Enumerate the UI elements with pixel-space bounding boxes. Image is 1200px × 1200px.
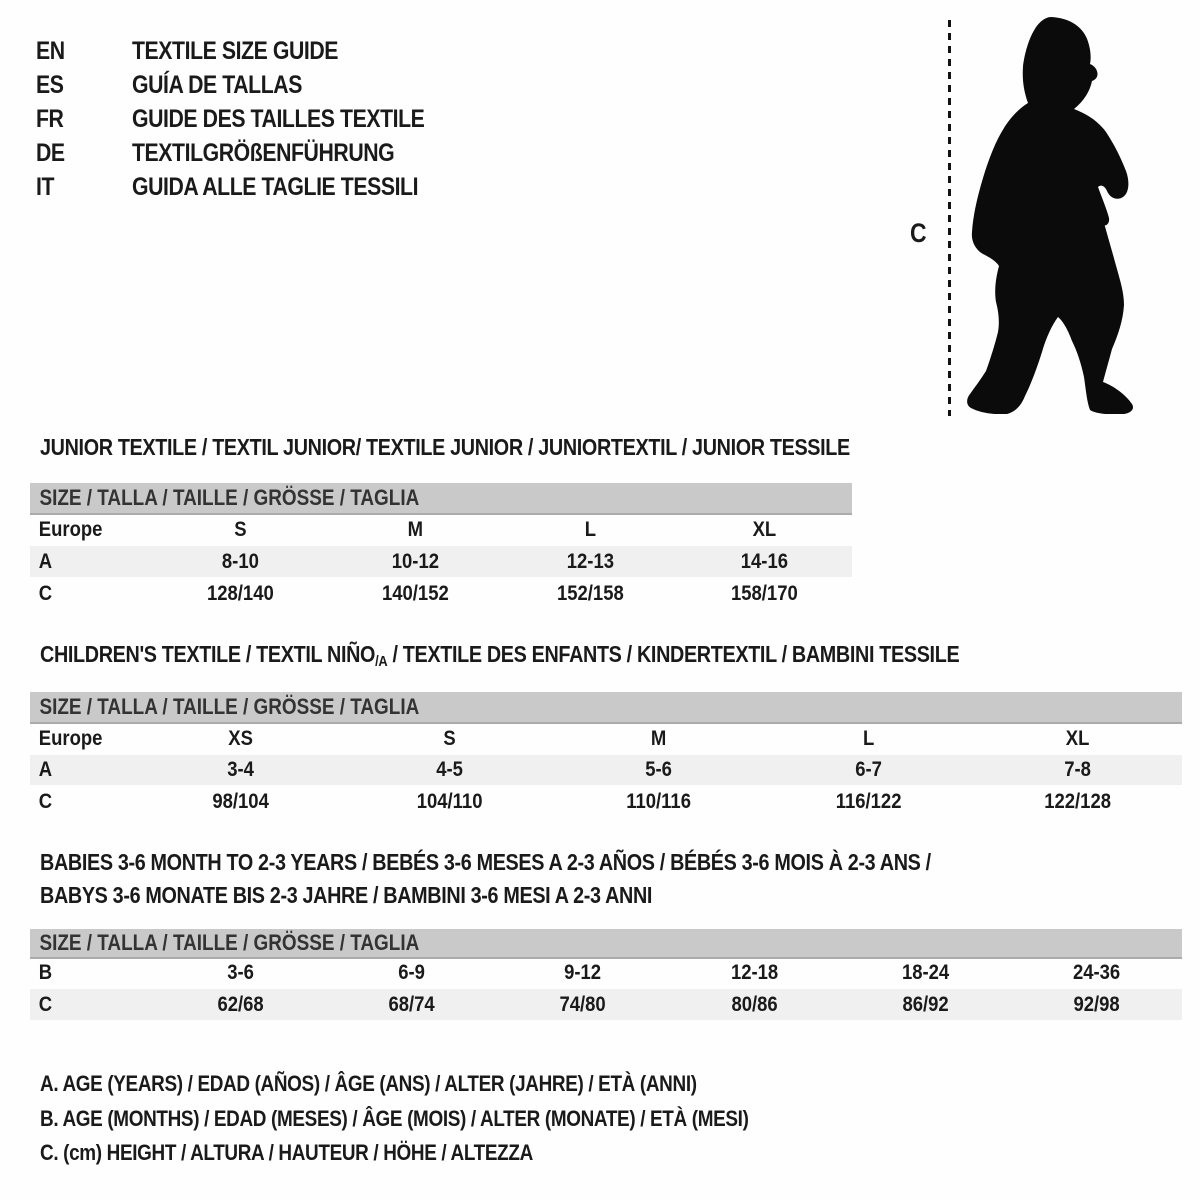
baby-silhouette-icon xyxy=(958,14,1138,414)
cell-value: 6-7 xyxy=(854,758,882,781)
cell-value: L xyxy=(862,726,874,750)
figure-height-label: C xyxy=(910,218,927,248)
section-title-children-after: / TEXTILE DES ENFANTS / KINDERTEXTIL / BAMBINI TESSILE xyxy=(387,641,960,667)
language-row-fr xyxy=(36,102,476,136)
cell-value: 110/116 xyxy=(626,790,692,813)
language-row-it xyxy=(36,170,476,204)
cell-value: 86/92 xyxy=(902,992,949,1016)
cell-value: 24-36 xyxy=(1072,961,1121,984)
language-row-es xyxy=(36,68,476,102)
table-row-junior-europe xyxy=(30,513,852,546)
cell-value: S xyxy=(234,517,247,541)
cell-value: 5-6 xyxy=(645,758,673,781)
cell-value: 6-9 xyxy=(398,961,426,984)
cell-value: 18-24 xyxy=(901,961,949,984)
table-row-babies-c xyxy=(30,989,1182,1020)
cell-value: XL xyxy=(752,517,777,541)
row-label: A xyxy=(38,758,53,781)
cell-value: 3-6 xyxy=(227,961,254,984)
language-title: TEXTILE SIZE GUIDE xyxy=(132,36,339,65)
language-title: GUIDE DES TAILLES TEXTILE xyxy=(132,104,425,133)
language-legend xyxy=(36,34,476,204)
cell-value: 92/98 xyxy=(1073,992,1120,1016)
cell-value: 9-12 xyxy=(564,961,602,984)
cell-value: 12-13 xyxy=(566,549,614,573)
cell-value: M xyxy=(407,517,423,541)
cell-value: 140/152 xyxy=(381,582,449,605)
cell-value: 10-12 xyxy=(391,549,439,573)
row-label: C xyxy=(38,790,53,813)
row-label: Europe xyxy=(38,726,103,750)
size-header-bar xyxy=(30,483,852,515)
cell-value: 122/128 xyxy=(1044,790,1111,813)
language-row-de xyxy=(36,136,476,170)
size-header-text: SIZE / TALLA / TAILLE / GRÖSSE / TAGLIA xyxy=(39,694,420,719)
cell-value: 74/80 xyxy=(559,992,607,1016)
table-row-junior-c xyxy=(30,577,852,611)
size-header-text: SIZE / TALLA / TAILLE / GRÖSSE / TAGLIA xyxy=(39,930,420,955)
language-row-en xyxy=(36,34,476,68)
table-row-children-a xyxy=(30,755,1182,785)
row-label: C xyxy=(38,582,53,605)
language-code: ES xyxy=(36,70,64,99)
size-header-bar xyxy=(30,929,1182,959)
language-code: EN xyxy=(36,36,65,65)
cell-value: XL xyxy=(1065,726,1090,750)
cell-value: 68/74 xyxy=(388,992,435,1016)
row-label: B xyxy=(38,961,53,984)
cell-value: 98/104 xyxy=(212,790,269,813)
cell-value: XS xyxy=(228,726,253,750)
cell-value: 152/158 xyxy=(556,582,624,605)
row-label: A xyxy=(38,549,53,573)
section-title-junior: JUNIOR TEXTILE / TEXTIL JUNIOR/ TEXTILE JUNIOR / JUNIORTEXTIL / JUNIOR TESSILE xyxy=(40,434,850,460)
table-row-babies-b xyxy=(30,957,1182,989)
table-row-junior-a xyxy=(30,546,852,577)
cell-value: 12-18 xyxy=(730,961,778,984)
legend-line-b: B. AGE (MONTHS) / EDAD (MESES) / ÂGE (MOIS) / ALTER (MONATE) / ETÀ (MESI) xyxy=(40,1106,749,1131)
table-row-children-europe xyxy=(30,722,1182,755)
row-label: Europe xyxy=(38,517,103,541)
section-title-children xyxy=(40,641,959,670)
section-title-children-sub: /A xyxy=(375,653,388,670)
cell-value: 8-10 xyxy=(221,549,259,573)
legend-line-c: C. (cm) HEIGHT / ALTURA / HAUTEUR / HÖHE / ALTEZZA xyxy=(40,1140,533,1165)
language-title: TEXTILGRÖßENFÜHRUNG xyxy=(132,138,395,167)
height-dashed-line xyxy=(948,20,951,416)
size-header-text: SIZE / TALLA / TAILLE / GRÖSSE / TAGLIA xyxy=(39,485,420,510)
cell-value: 62/68 xyxy=(217,992,264,1016)
language-code: DE xyxy=(36,138,65,167)
size-header-bar xyxy=(30,692,1182,724)
cell-value: 4-5 xyxy=(436,758,464,781)
cell-value: S xyxy=(443,726,456,750)
section-title-babies-line1: BABIES 3-6 MONTH TO 2-3 YEARS / BEBÉS 3-6 MESES A 2-3 AÑOS / BÉBÉS 3-6 MOIS À 2-3 ANS / xyxy=(40,849,931,875)
legend-line-a: A. AGE (YEARS) / EDAD (AÑOS) / ÂGE (ANS) / ALTER (JAHRE) / ETÀ (ANNI) xyxy=(40,1071,697,1096)
cell-value: 104/110 xyxy=(416,790,483,813)
cell-value: 158/170 xyxy=(731,582,799,605)
cell-value: 80/86 xyxy=(730,992,778,1016)
section-title-children-before: CHILDREN'S TEXTILE / TEXTIL NIÑO xyxy=(40,641,376,667)
language-title: GUIDA ALLE TAGLIE TESSILI xyxy=(132,172,419,201)
section-title-babies-line2: BABYS 3-6 MONATE BIS 2-3 JAHRE / BAMBINI 3-6 MESI A 2-3 ANNI xyxy=(40,882,653,908)
cell-value: M xyxy=(651,726,667,750)
language-code: IT xyxy=(36,172,55,201)
cell-value: 3-4 xyxy=(227,758,254,781)
language-code: FR xyxy=(36,104,64,133)
table-row-children-c xyxy=(30,785,1182,819)
cell-value: 128/140 xyxy=(206,582,274,605)
cell-value: 14-16 xyxy=(740,549,789,573)
language-title: GUÍA DE TALLAS xyxy=(132,70,302,99)
row-label: C xyxy=(38,992,53,1016)
cell-value: 116/122 xyxy=(835,790,902,813)
cell-value: L xyxy=(584,517,596,541)
cell-value: 7-8 xyxy=(1064,758,1091,781)
